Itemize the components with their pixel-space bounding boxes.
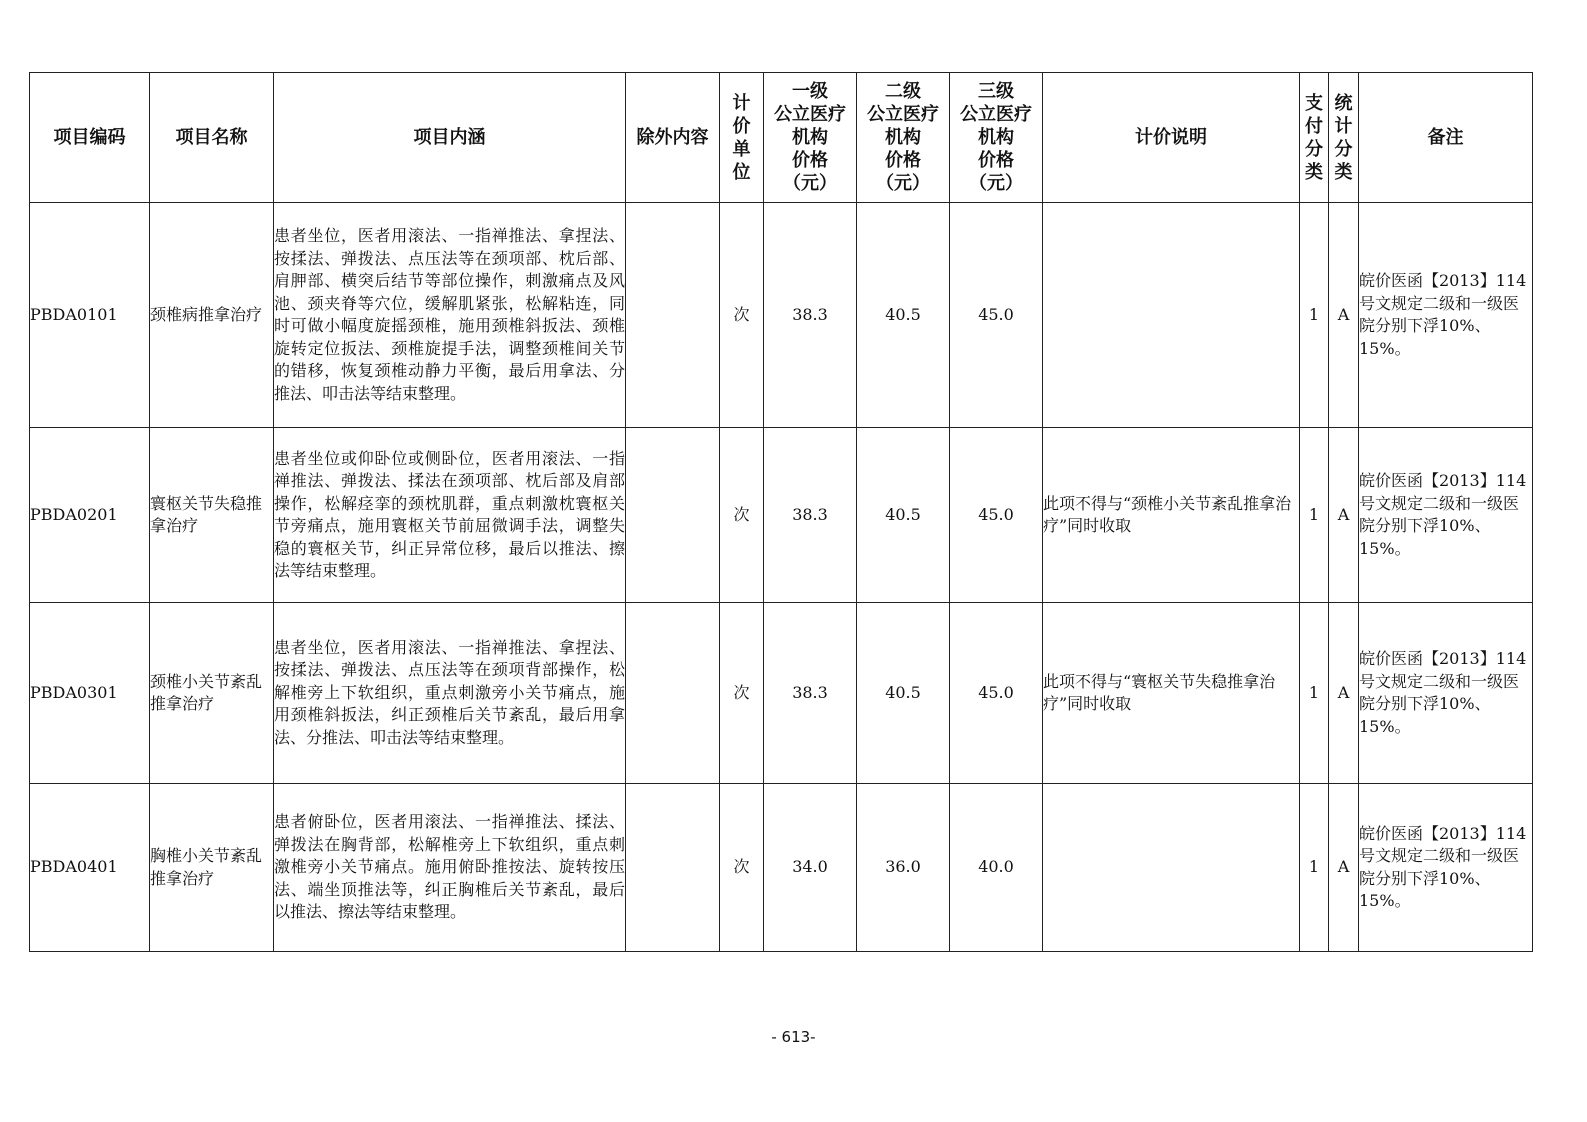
cell-stat: A: [1329, 203, 1359, 428]
cell-desc: [1043, 784, 1300, 952]
cell-content: 患者坐位，医者用滚法、一指禅推法、拿捏法、按揉法、弹拨法、点压法等在颈项部、枕后部、肩胛部、横突后结节等部位操作，刺激痛点及风池、颈夹脊等穴位，缓解肌紧张，松解粘连，同时可做小幅度旋摇颈椎，施用颈椎斜扳法、颈椎旋转定位扳法、颈椎旋提手法，调整颈椎间关节的错移，恢复颈椎动静力平衡，最后用拿法、分推法、叩击法等结束整理。: [274, 203, 626, 428]
cell-price-level1: 38.3: [764, 428, 857, 603]
cell-price-level3: 40.0: [950, 784, 1043, 952]
cell-content: 患者坐位或仰卧位或侧卧位，医者用滚法、一指禅推法、弹拨法、揉法在颈项部、枕后部及肩部操作，松解痉挛的颈枕肌群，重点刺激枕寰枢关节旁痛点，施用寰枢关节前屈微调手法，调整失稳的寰枢关节，纠正异常位移，最后以推法、擦法等结束整理。: [274, 428, 626, 603]
cell-pay: 1: [1300, 784, 1329, 952]
header-price-level2: 二级 公立医疗 机构 价格 （元）: [857, 73, 950, 203]
cell-price-level3: 45.0: [950, 603, 1043, 784]
cell-pay: 1: [1300, 603, 1329, 784]
cell-excluded: [626, 203, 720, 428]
cell-pay: 1: [1300, 428, 1329, 603]
cell-unit: 次: [720, 428, 764, 603]
table-row: [30, 603, 1533, 784]
cell-unit: 次: [720, 784, 764, 952]
header-row: [30, 73, 1533, 203]
cell-price-level2: 40.5: [857, 203, 950, 428]
cell-content: 患者坐位，医者用滚法、一指禅推法、拿捏法、按揉法、弹拨法、点压法等在颈项背部操作，松解椎旁上下软组织，重点刺激旁小关节痛点，施用颈椎斜扳法，纠正颈椎后关节紊乱，最后用拿法、分推法、叩击法等结束整理。: [274, 603, 626, 784]
cell-price-level2: 36.0: [857, 784, 950, 952]
header-price-level1: 一级 公立医疗 机构 价格 （元）: [764, 73, 857, 203]
cell-price-level3: 45.0: [950, 203, 1043, 428]
cell-price-level1: 34.0: [764, 784, 857, 952]
cell-code: PBDA0301: [30, 603, 150, 784]
cell-desc: 此项不得与“寰枢关节失稳推拿治疗”同时收取: [1043, 603, 1300, 784]
cell-remark: 皖价医函【2013】114号文规定二级和一级医院分别下浮10%、15%。: [1359, 203, 1533, 428]
header-pay: 支 付 分 类: [1300, 73, 1329, 203]
header-content: 项目内涵: [274, 73, 626, 203]
cell-excluded: [626, 428, 720, 603]
header-name: 项目名称: [150, 73, 274, 203]
cell-name: 颈椎病推拿治疗: [150, 203, 274, 428]
cell-name: 颈椎小关节紊乱推拿治疗: [150, 603, 274, 784]
cell-price-level2: 40.5: [857, 428, 950, 603]
cell-desc: 此项不得与“颈椎小关节紊乱推拿治疗”同时收取: [1043, 428, 1300, 603]
header-unit: 计 价 单 位: [720, 73, 764, 203]
cell-stat: A: [1329, 603, 1359, 784]
cell-price-level1: 38.3: [764, 203, 857, 428]
cell-price-level2: 40.5: [857, 603, 950, 784]
header-desc: 计价说明: [1043, 73, 1300, 203]
header-remark: 备注: [1359, 73, 1533, 203]
header-excluded: 除外内容: [626, 73, 720, 203]
table-row: [30, 203, 1533, 428]
cell-desc: [1043, 203, 1300, 428]
table-row: [30, 428, 1533, 603]
cell-name: 胸椎小关节紊乱推拿治疗: [150, 784, 274, 952]
cell-pay: 1: [1300, 203, 1329, 428]
cell-content: 患者俯卧位，医者用滚法、一指禅推法、揉法、弹拨法在胸背部，松解椎旁上下软组织，重点刺激椎旁小关节痛点。施用俯卧推按法、旋转按压法、端坐顶推法等，纠正胸椎后关节紊乱，最后以推法、擦法等结束整理。: [274, 784, 626, 952]
cell-unit: 次: [720, 203, 764, 428]
cell-code: PBDA0401: [30, 784, 150, 952]
cell-stat: A: [1329, 428, 1359, 603]
cell-excluded: [626, 784, 720, 952]
price-table: [29, 72, 1533, 952]
cell-price-level3: 45.0: [950, 428, 1043, 603]
page-number: - 613-: [771, 1028, 816, 1046]
table-row: [30, 784, 1533, 952]
cell-stat: A: [1329, 784, 1359, 952]
cell-code: PBDA0101: [30, 203, 150, 428]
cell-price-level1: 38.3: [764, 603, 857, 784]
cell-code: PBDA0201: [30, 428, 150, 603]
header-price-level3: 三级 公立医疗 机构 价格 （元）: [950, 73, 1043, 203]
cell-remark: 皖价医函【2013】114号文规定二级和一级医院分别下浮10%、15%。: [1359, 428, 1533, 603]
cell-name: 寰枢关节失稳推拿治疗: [150, 428, 274, 603]
cell-unit: 次: [720, 603, 764, 784]
cell-excluded: [626, 603, 720, 784]
cell-remark: 皖价医函【2013】114号文规定二级和一级医院分别下浮10%、15%。: [1359, 784, 1533, 952]
header-code: 项目编码: [30, 73, 150, 203]
cell-remark: 皖价医函【2013】114号文规定二级和一级医院分别下浮10%、15%。: [1359, 603, 1533, 784]
header-stat: 统 计 分 类: [1329, 73, 1359, 203]
